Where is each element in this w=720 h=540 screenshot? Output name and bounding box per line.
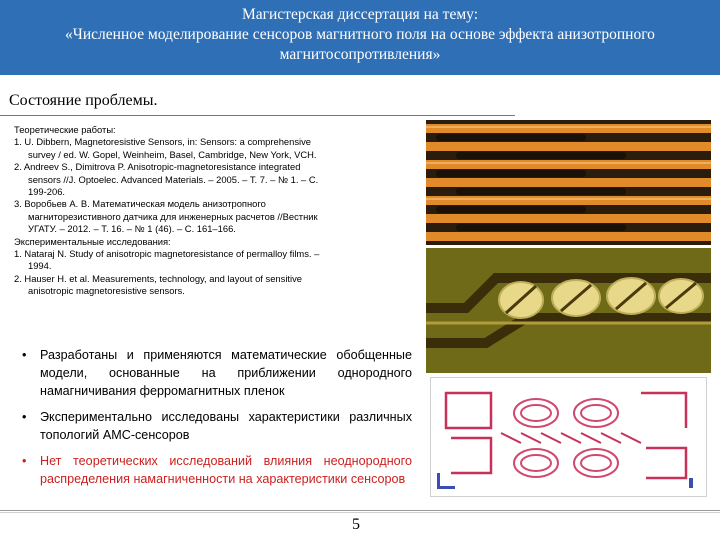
reference-item: 1. Nataraj N. Study of anisotropic magnetoresistance of permalloy films. – bbox=[14, 248, 320, 260]
reference-item-cont: УГАТУ. – 2012. – Т. 16. – № 1 (46). – С. 161–166. bbox=[28, 223, 236, 235]
bullet-marker: • bbox=[22, 454, 27, 468]
header-line-1: Магистерская диссертация на тему: bbox=[241, 6, 478, 23]
finding-bullet bbox=[22, 346, 412, 400]
footer-divider bbox=[0, 512, 720, 513]
header-line-2: «Численное моделирование сенсоров магнитного поля на основе эффекта анизотропного bbox=[65, 26, 655, 43]
findings-list bbox=[22, 346, 412, 496]
theory-heading: Теоретические работы: bbox=[14, 124, 116, 135]
reference-item: 2. Hauser H. et al. Measurements, technology, and layout of sensitive bbox=[14, 272, 302, 284]
section-title: Состояние проблемы. bbox=[9, 92, 158, 109]
sensor-ellipses-photo bbox=[426, 248, 711, 373]
slide-header bbox=[0, 0, 720, 75]
reference-item: 3. Воробьев А. В. Математическая модель анизотропного bbox=[14, 198, 266, 210]
reference-item-cont: sensors //J. Optoelec. Advanced Materials. – 2005. – T. 7. – № 1. – C. bbox=[28, 173, 319, 185]
reference-item-cont: 199-206. bbox=[28, 186, 66, 198]
bullet-marker: • bbox=[22, 410, 27, 424]
finding-text: Нет теоретических исследований влияния неоднородного распределения намагниченности на характеристики сенсоров bbox=[40, 454, 412, 486]
sensor-stripes-photo bbox=[426, 120, 711, 245]
finding-text: Разработаны и применяются математические обобщенные модели, основанные на приближении однородного намагничивания ферромагнитных пленок bbox=[40, 348, 412, 398]
reference-item-cont: магниторезистивного датчика для инженерных расчетов //Вестник bbox=[28, 210, 318, 222]
header-line-3: магнитосопротивления» bbox=[279, 46, 441, 63]
reference-item: 1. U. Dibbern, Magnetoresistive Sensors, in: Sensors: a comprehensive bbox=[14, 136, 312, 148]
reference-item-cont: 1994. bbox=[28, 260, 52, 272]
reference-item-cont: anisotropic magnetoresistive sensors. bbox=[28, 285, 185, 297]
sensor-layout-diagram bbox=[430, 377, 707, 497]
bullet-marker: • bbox=[22, 348, 27, 362]
finding-bullet-highlight bbox=[22, 452, 412, 488]
page-number: 5 bbox=[352, 516, 360, 533]
footer-divider bbox=[0, 510, 720, 511]
reference-item-cont: survey / ed. W. Gopel, Weinheim, Basel, Cambridge, New York, VCH. bbox=[28, 148, 317, 160]
finding-bullet bbox=[22, 408, 412, 444]
references-block bbox=[14, 124, 419, 298]
section-divider bbox=[0, 115, 515, 116]
experiment-heading: Экспериментальные исследования: bbox=[14, 235, 171, 247]
finding-text: Экспериментально исследованы характеристики различных топологий АМС-сенсоров bbox=[40, 410, 412, 442]
reference-item: 2. Andreev S., Dimitrova P. Anisotropic-magnetoresistance integrated bbox=[14, 161, 301, 173]
